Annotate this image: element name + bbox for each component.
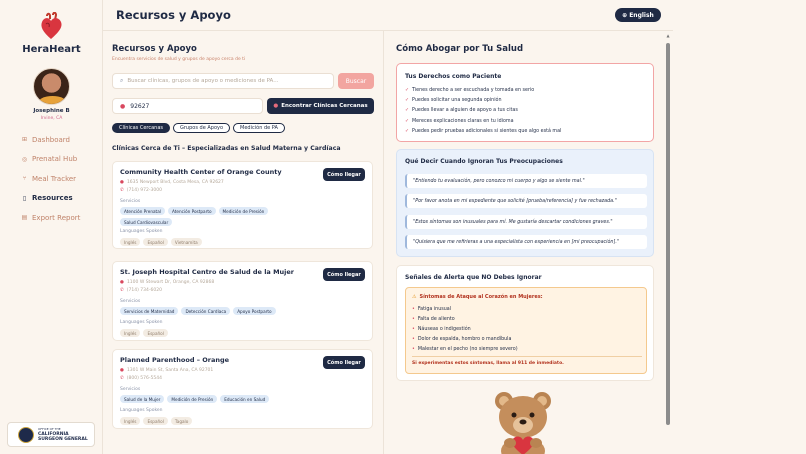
language-tag: Español bbox=[143, 329, 167, 337]
warning-icon: ⚠ bbox=[412, 294, 417, 300]
service-tag: Apoyo Postparto bbox=[233, 307, 275, 315]
service-tag: Salud de la Mujer bbox=[120, 395, 164, 403]
warning-signs-box bbox=[396, 265, 654, 381]
quote-item: "Por favor anota en mi expediente que solicité [prueba/referencia] y fue rechazada." bbox=[405, 194, 647, 208]
heart-circle-icon: ◎ bbox=[21, 155, 28, 163]
language-tag: Tagalo bbox=[171, 417, 192, 425]
list-item: ✓ Mereces explicaciones claras en tu idioma bbox=[405, 118, 514, 124]
filter-tabs bbox=[112, 123, 285, 133]
advocacy-title: Cómo Abogar por Tu Salud bbox=[396, 44, 524, 54]
language-tag: Español bbox=[143, 238, 167, 246]
patient-rights-list bbox=[405, 85, 561, 136]
list-item: ✓ Puedes pedir pruebas adicionales si sientes que algo está mal bbox=[405, 128, 562, 134]
badge-line-2: CALIFORNIA bbox=[38, 432, 69, 437]
clinic-card bbox=[112, 349, 373, 429]
document-icon: ▤ bbox=[21, 214, 28, 222]
location-pin-icon: ● bbox=[120, 368, 124, 373]
check-icon: ✓ bbox=[405, 108, 410, 114]
symptoms-list bbox=[412, 305, 518, 354]
clinic-phone[interactable]: ✆ (714) 734-6020 bbox=[120, 288, 162, 293]
app-name: HeraHeart bbox=[22, 44, 81, 55]
grid-icon: ⊞ bbox=[21, 136, 28, 144]
services-label: Servicios bbox=[120, 299, 141, 304]
language-tag: Inglés bbox=[120, 329, 140, 337]
bullet-icon: • bbox=[412, 346, 415, 352]
search-icon: ⌕ bbox=[120, 77, 124, 84]
list-item: • Dolor de espalda, hombro o mandíbula bbox=[412, 336, 512, 342]
sidebar-item-label: Export Report bbox=[32, 213, 81, 222]
clinics-heading: Clínicas Cerca de Ti – Especializadas en Salud Materna y Cardíaca bbox=[112, 145, 341, 152]
location-pin-icon: ● bbox=[120, 180, 124, 185]
sidebar-item-label: Prenatal Hub bbox=[32, 155, 78, 164]
sidebar-nav bbox=[0, 130, 103, 228]
user-name: Josephine B bbox=[33, 108, 70, 114]
warning-signs-title: Señales de Alerta que NO Debes Ignorar bbox=[405, 274, 542, 281]
page-header bbox=[103, 0, 673, 31]
globe-icon: ⊕ bbox=[622, 11, 628, 19]
directions-button[interactable]: Cómo llegar bbox=[323, 168, 365, 181]
list-item: ✓ Puedes llevar a alguien de apoyo a tus citas bbox=[405, 108, 518, 114]
tab-nearby-clinics[interactable]: Clínicas Cercanas bbox=[112, 123, 170, 133]
clinic-name: Community Health Center of Orange County bbox=[120, 168, 282, 176]
symptoms-title: ⚠ Síntomas de Ataque al Corazón en Mujeres: bbox=[412, 294, 543, 300]
heart-attack-symptoms-box bbox=[405, 287, 647, 374]
language-tags bbox=[120, 329, 320, 337]
check-icon: ✓ bbox=[405, 87, 410, 93]
clinic-address: ● 1635 Newport Blvd, Costa Mesa, CA 92627 bbox=[120, 180, 224, 185]
search-input[interactable] bbox=[112, 73, 334, 89]
languages-label: Languages Spoken bbox=[120, 320, 163, 325]
service-tag: Medición de Presión bbox=[219, 207, 269, 215]
sidebar-item-export-report[interactable] bbox=[0, 208, 103, 228]
list-item: • Malestar en el pecho (no siempre severo) bbox=[412, 346, 518, 352]
sidebar-item-resources[interactable] bbox=[0, 189, 103, 209]
service-tag: Atención Postparto bbox=[168, 207, 216, 215]
services-tags bbox=[120, 207, 320, 226]
check-icon: ✓ bbox=[405, 118, 410, 124]
scrollbar-thumb[interactable] bbox=[666, 43, 670, 425]
service-tag: Salud Cardiovascular bbox=[120, 218, 172, 226]
emergency-note: Si experimentas estos síntomas, llama al 911 de inmediato. bbox=[412, 361, 564, 366]
patient-rights-title: Tus Derechos como Paciente bbox=[405, 73, 502, 80]
quote-item: "Entiendo tu evaluación, pero conozco mi cuerpo y algo se siente mal." bbox=[405, 174, 647, 188]
sidebar-item-label: Meal Tracker bbox=[32, 174, 77, 183]
list-item: • Náuseas o indigestión bbox=[412, 326, 471, 332]
zip-value: 92627 bbox=[130, 102, 150, 110]
services-label: Servicios bbox=[120, 387, 141, 392]
right-gutter bbox=[673, 0, 806, 454]
sidebar-item-meal-tracker[interactable] bbox=[0, 169, 103, 189]
zip-code-input[interactable] bbox=[112, 98, 263, 114]
languages-label: Languages Spoken bbox=[120, 229, 163, 234]
service-tag: Servicios de Maternidad bbox=[120, 307, 178, 315]
tab-support-groups[interactable]: Grupos de Apoyo bbox=[173, 123, 230, 133]
divider bbox=[412, 356, 642, 357]
sidebar-item-label: Dashboard bbox=[32, 135, 70, 144]
california-seal-icon bbox=[18, 427, 34, 443]
language-tag: Inglés bbox=[120, 238, 140, 246]
find-button-label: Encontrar Clínicas Cercanas bbox=[281, 103, 368, 109]
bullet-icon: • bbox=[412, 307, 415, 313]
clinic-card bbox=[112, 261, 373, 341]
directions-button[interactable]: Cómo llegar bbox=[323, 356, 365, 369]
clinic-address: ● 1301 W Main St, Santa Ana, CA 92701 bbox=[120, 368, 214, 373]
location-pin-icon: ● bbox=[273, 103, 279, 109]
clinic-phone[interactable]: ✆ (800) 576-5544 bbox=[120, 376, 162, 381]
user-avatar bbox=[33, 68, 70, 105]
surgeon-general-badge bbox=[7, 422, 95, 447]
language-tag: Español bbox=[143, 417, 167, 425]
check-icon: ✓ bbox=[405, 97, 410, 103]
phone-icon: ✆ bbox=[120, 288, 124, 293]
search-placeholder: Buscar clínicas, grupos de apoyo o mediciones de PA... bbox=[127, 78, 279, 84]
teddy-bear-mascot-icon bbox=[490, 389, 556, 454]
clinic-name: St. Joseph Hospital Centro de Salud de la Mujer bbox=[120, 268, 295, 276]
bullet-icon: • bbox=[412, 336, 415, 342]
service-tag: Atención Prenatal bbox=[120, 207, 165, 215]
section-subtitle: Encuentra servicios de salud y grupos de apoyo cerca de ti bbox=[112, 57, 246, 62]
service-tag: Educación en Salud bbox=[220, 395, 269, 403]
search-button[interactable]: Buscar bbox=[338, 73, 374, 89]
service-tag: Medición de Presión bbox=[167, 395, 217, 403]
language-toggle-button[interactable] bbox=[615, 8, 661, 22]
scrollbar[interactable] bbox=[665, 31, 671, 454]
page-title: Recursos y Apoyo bbox=[116, 8, 231, 22]
sidebar-item-prenatal-hub[interactable] bbox=[0, 150, 103, 170]
services-tags bbox=[120, 307, 360, 315]
scroll-up-arrow-icon[interactable]: ▲ bbox=[666, 33, 670, 38]
location-pin-icon: ● bbox=[120, 280, 124, 285]
list-item: • Falta de aliento bbox=[412, 317, 455, 323]
resources-panel bbox=[103, 31, 382, 454]
fork-icon: ⑂ bbox=[22, 175, 27, 183]
language-tag: Inglés bbox=[120, 417, 140, 425]
quote-item: "Estos síntomas son inusuales para mí. Me gustaría descartar condiciones graves." bbox=[405, 215, 647, 229]
sidebar-item-dashboard[interactable] bbox=[0, 130, 103, 150]
phone-icon: ✆ bbox=[120, 188, 124, 193]
service-tag: Detección Cardíaca bbox=[181, 307, 230, 315]
bullet-icon: • bbox=[412, 317, 415, 323]
sidebar-item-label: Resources bbox=[32, 194, 73, 203]
clinic-card bbox=[112, 161, 373, 249]
check-icon: ✓ bbox=[405, 128, 410, 134]
clinic-name: Planned Parenthood – Orange bbox=[120, 356, 230, 364]
badge-line-1: OFFICE OF THE bbox=[38, 427, 61, 431]
clinic-address: ● 1100 W Stewart Dr, Orange, CA 92868 bbox=[120, 280, 215, 285]
directions-button[interactable]: Cómo llegar bbox=[323, 268, 365, 281]
phone-icon: ✆ bbox=[120, 376, 124, 381]
bullet-icon: • bbox=[412, 326, 415, 332]
quote-item: "Quisiera que me refirieras a una especialista con experiencia en [mi preocupación]." bbox=[405, 235, 647, 249]
what-to-say-box bbox=[396, 149, 654, 257]
sidebar bbox=[0, 0, 103, 454]
language-label: English bbox=[629, 11, 654, 19]
language-tags bbox=[120, 417, 320, 425]
tab-bp-measurement[interactable]: Medición de PA bbox=[233, 123, 285, 133]
language-tags bbox=[120, 238, 320, 246]
list-item: • Fatiga inusual bbox=[412, 307, 452, 313]
anatomical-heart-logo-icon bbox=[39, 12, 63, 40]
clinic-phone[interactable]: ✆ (714) 972-3000 bbox=[120, 188, 162, 193]
language-tag: Vietnamita bbox=[171, 238, 202, 246]
location-pin-icon: ● bbox=[120, 102, 126, 110]
languages-label: Languages Spoken bbox=[120, 408, 163, 413]
advocacy-panel bbox=[383, 31, 665, 454]
find-nearby-clinics-button[interactable] bbox=[267, 98, 374, 114]
patient-rights-box bbox=[396, 63, 654, 142]
services-tags bbox=[120, 395, 360, 403]
list-item: ✓ Puedes solicitar una segunda opinión bbox=[405, 97, 502, 103]
user-location: Irvine, CA bbox=[40, 116, 63, 121]
book-icon: ▯ bbox=[22, 194, 27, 202]
services-label: Servicios bbox=[120, 199, 141, 204]
what-to-say-title: Qué Decir Cuando Ignoran Tus Preocupaciones bbox=[405, 158, 563, 165]
section-title: Recursos y Apoyo bbox=[112, 44, 197, 54]
badge-line-3: SURGEON GENERAL bbox=[38, 437, 88, 442]
list-item: ✓ Tienes derecho a ser escuchada y tomada en serio bbox=[405, 87, 535, 93]
